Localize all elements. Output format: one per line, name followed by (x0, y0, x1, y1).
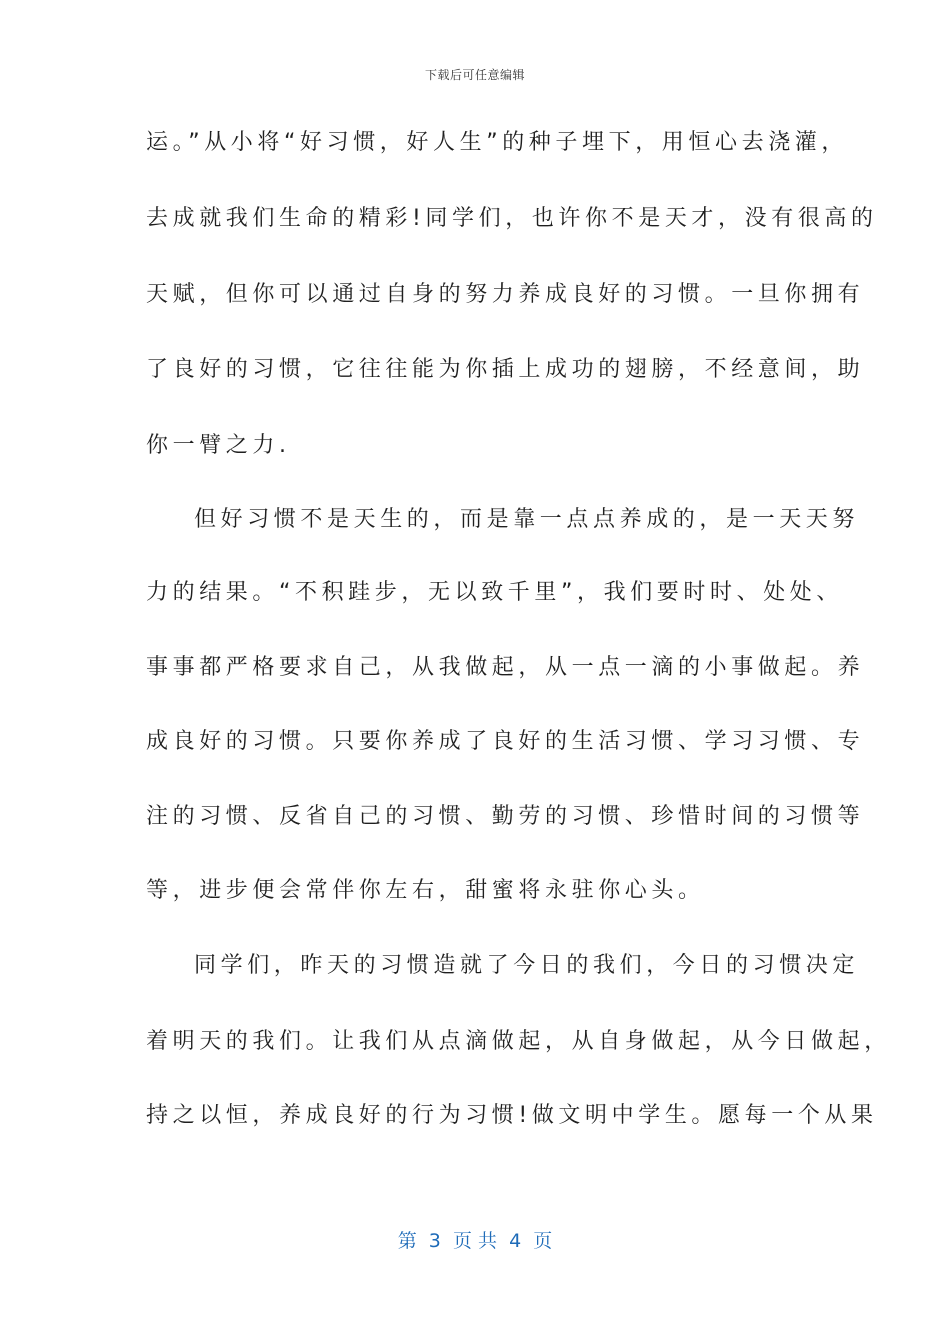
body-line: 事事都严格要求自己，从我做起，从一点一滴的小事做起。养 (146, 655, 865, 680)
body-line: 注的习惯、反省自己的习惯、勤劳的习惯、珍惜时间的习惯等 (146, 804, 865, 829)
body-line: 了良好的习惯，它往往能为你插上成功的翅膀，不经意间，助 (146, 357, 865, 382)
body-line: 去成就我们生命的精彩!同学们，也许你不是天才，没有很高的 (146, 206, 878, 231)
body-line: 等，进步便会常伴你左右，甜蜜将永驻你心头。 (146, 878, 705, 903)
body-line: 运。”从小将“好习惯，好人生”的种子埋下，用恒心去浇灌， (146, 130, 848, 155)
body-line: 你一臂之力. (146, 433, 291, 458)
header-note: 下载后可任意编辑 (424, 68, 525, 82)
body-line: 力的结果。“不积跬步，无以致千里”，我们要时时、处处、 (146, 580, 843, 605)
body-line: 持之以恒，养成良好的行为习惯!做文明中学生。愿每一个从果 (146, 1103, 878, 1128)
body-line: 天赋，但你可以通过自身的努力养成良好的习惯。一旦你拥有 (146, 282, 865, 307)
body-line: 着明天的我们。让我们从点滴做起，从自身做起，从今日做起， (146, 1029, 891, 1054)
body-line: 成良好的习惯。只要你养成了良好的生活习惯、学习习惯、专 (146, 729, 865, 754)
page-number-footer: 第 3 页 共 4 页 (397, 1230, 553, 1252)
paragraph-first-line: 但好习惯不是天生的，而是靠一点点养成的，是一天天努 (194, 507, 860, 532)
paragraph-first-line: 同学们，昨天的习惯造就了今日的我们，今日的习惯决定 (194, 953, 860, 978)
